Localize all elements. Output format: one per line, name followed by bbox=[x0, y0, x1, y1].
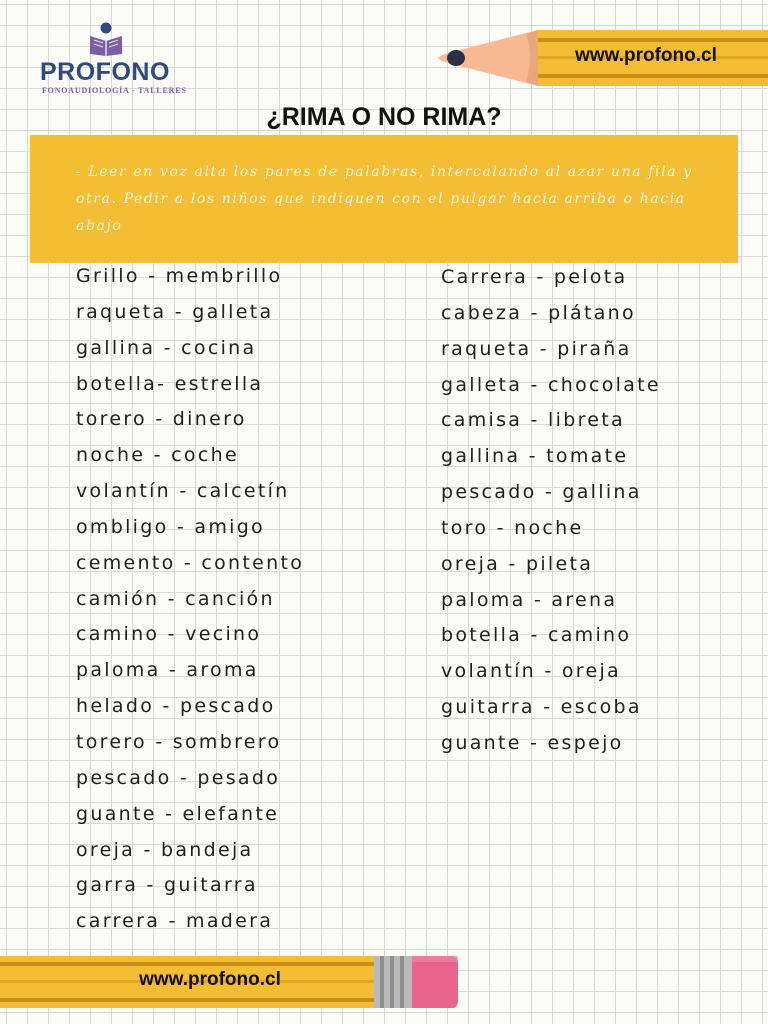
instruction-box bbox=[30, 135, 738, 263]
word-pair-item: raqueta - piraña bbox=[441, 337, 632, 360]
word-pair-item: guitarra - escoba bbox=[441, 696, 642, 719]
word-pair-item: volantín - oreja bbox=[441, 660, 621, 683]
word-pair-item: paloma - arena bbox=[441, 588, 618, 611]
word-pair-item: torero - sombrero bbox=[76, 730, 282, 753]
word-pair-item: toro - noche bbox=[441, 516, 584, 539]
instruction-text: - Leer en voz alta los pares de palabras, intercalando al azar una fila y otra. Pedir a los niños que indiquen con el pulgar hacia arriba o hacia abajo bbox=[76, 164, 693, 234]
word-pair-item: cabeza - plátano bbox=[441, 301, 636, 324]
word-pair-item: garra - guitarra bbox=[76, 874, 258, 897]
word-pair-item: raqueta - galleta bbox=[76, 300, 274, 323]
word-pairs-right-column bbox=[441, 263, 661, 765]
word-pair-item: carrera - madera bbox=[76, 910, 274, 933]
word-pair-item: cemento - contento bbox=[76, 551, 305, 574]
word-pair-item: Grillo - membrillo bbox=[76, 265, 283, 287]
word-pair-item: torero - dinero bbox=[76, 408, 247, 431]
word-pair-item: pescado - gallina bbox=[441, 481, 642, 504]
header-website-link[interactable]: www.profono.cl bbox=[575, 45, 717, 66]
reader-with-book-icon bbox=[86, 22, 126, 56]
word-pairs-left-column bbox=[76, 262, 304, 943]
word-pair-item: helado - pescado bbox=[76, 695, 276, 718]
word-pair-item: guante - elefante bbox=[76, 802, 280, 825]
word-pair-item: paloma - aroma bbox=[76, 659, 259, 682]
word-pair-item: camión - canción bbox=[76, 587, 275, 610]
word-pair-item: botella - camino bbox=[441, 624, 632, 647]
profono-logo bbox=[38, 22, 187, 102]
brand-name: PROFONO bbox=[40, 58, 170, 86]
word-pair-item: oreja - pileta bbox=[441, 552, 594, 575]
word-pair-item: volantín - calcetín bbox=[76, 480, 290, 503]
word-pair-item: camino - vecino bbox=[76, 623, 262, 646]
word-pair-item: guante - espejo bbox=[441, 731, 624, 754]
footer-website-link[interactable]: www.profono.cl bbox=[139, 969, 281, 990]
word-pair-item: gallina - cocina bbox=[76, 336, 257, 359]
word-pair-item: oreja - bandeja bbox=[76, 838, 254, 861]
brand-tagline: FONOAUDIOLOGÍA - TALLERES bbox=[42, 86, 187, 95]
word-pair-item: noche - coche bbox=[76, 444, 239, 467]
page-title: ¿RIMA O NO RIMA? bbox=[266, 103, 502, 131]
word-pair-item: botella- estrella bbox=[76, 372, 264, 395]
word-pair-item: camisa - libreta bbox=[441, 409, 625, 432]
word-pair-item: Carrera - pelota bbox=[441, 266, 628, 288]
word-pair-item: pescado - pesado bbox=[76, 766, 281, 789]
word-pair-item: galleta - chocolate bbox=[441, 373, 661, 396]
word-pair-item: gallina - tomate bbox=[441, 445, 629, 468]
word-pair-item: ombligo - amigo bbox=[76, 515, 265, 538]
